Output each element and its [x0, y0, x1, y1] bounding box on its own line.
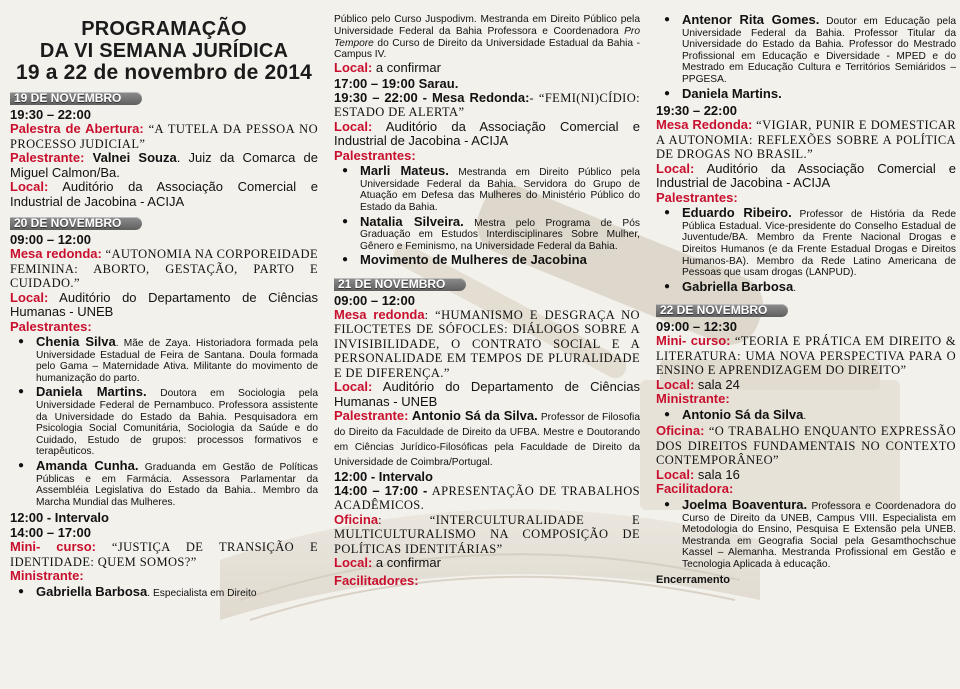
round-local-21: [334, 380, 640, 409]
list-item: [334, 254, 640, 268]
time-20-afternoon: 14:00 – 17:00: [10, 525, 91, 541]
column-3: [646, 0, 960, 689]
local-label: Local:: [10, 289, 49, 305]
opening-local: [10, 180, 318, 209]
minister-name: Antonio Sá da Silva: [682, 406, 804, 422]
round-label: Mesa Redonda:: [656, 117, 753, 133]
list-item: [334, 213, 640, 253]
mini-course-22: [656, 334, 956, 378]
local-label: Local:: [334, 60, 373, 76]
sarau-time: 17:00 – 19:00 Sarau.: [334, 75, 459, 91]
minister-bio: .: [803, 410, 807, 422]
course-label: Mini- curso:: [10, 539, 97, 555]
course-title: “TEORIA E PRÁTICA EM DIREITO & LITERATURA: UMA NOVA PERSPECTIVA PARA O ENSINO E APRENDIZAGEM DO DIREITO”: [656, 334, 956, 378]
mini-course-20: [10, 540, 318, 569]
local-text: a confirmar: [372, 60, 441, 76]
speaker-label: Palestrante:: [334, 408, 409, 424]
local-label: Local:: [656, 466, 695, 482]
speaker-name: Antenor Rita Gomes.: [682, 12, 820, 27]
continued-bio: [334, 14, 640, 61]
round-title: - “FEMI(NI)CÍDIO: ESTADO DE ALERTA”: [334, 90, 640, 120]
break-21: 12:00 - Intervalo: [334, 468, 433, 484]
list-item: [10, 583, 318, 600]
speaker-bio: Doutor em Educação pela Universidade Federal da Bahia. Professor Titular da Universidade do Estado da Bahia. Professor do Mestrado Profissional em Educação e Diversidade - MPED e do Mestrado em Educação Cultura e Territórios Semiáridos – PPGESA.: [682, 16, 957, 85]
local-text: sala 16: [694, 466, 740, 482]
presentations-time: 14:00 – 17:00 -: [334, 482, 428, 498]
speaker-bio: . Mãe de Zaya. Historiadora formada pela Universidade Estadual de Feira de Santana. Doula formada pelo Gama – Maternidade Ativa. Militante do movimento de humanização do parto.: [36, 338, 319, 384]
time-21-evening: 19:30 – 22:00: [656, 103, 737, 119]
local-text: Auditório do Departamento de Ciências Humanas - UNEB: [334, 379, 640, 409]
round-local-21-evening: [656, 162, 956, 191]
workshop-22: [656, 424, 956, 468]
page-title: [10, 18, 318, 84]
facilitator-label: Facilitadora:: [656, 481, 734, 497]
local-text: Auditório da Associação Comercial e Industrial de Jacobina - ACIJA: [656, 160, 956, 191]
speaker-desc: . Juiz da Comarca de Miguel Calmon/Ba.: [10, 150, 318, 180]
workshop-label: Oficina: [334, 511, 379, 527]
local-label: Local:: [656, 160, 695, 176]
local-label: Local:: [656, 376, 695, 392]
course-title: “JUSTIÇA DE TRANSIÇÃO E IDENTIDADE: QUEM SOMOS?”: [10, 540, 318, 569]
round-title: “VIGIAR, PUNIR E DOMESTICAR A AUTONOMIA: REFLEXÕES SOBRE A POLÍTICA DE DROGAS NO BRASIL.”: [656, 118, 956, 162]
speakers-label: Palestrantes:: [656, 189, 738, 205]
list-item: [10, 386, 318, 458]
list-item: [656, 496, 956, 571]
speaker-name: Valnei Souza: [92, 150, 177, 165]
closing: Encerramento: [656, 574, 730, 587]
time-21-morning: 09:00 – 12:00: [334, 292, 415, 308]
opening-lecture: [10, 122, 318, 151]
speaker-name: Chenia Silva: [36, 334, 116, 349]
local-label: Local:: [334, 379, 373, 395]
local-text: Auditório do Departamento de Ciências Humanas - UNEB: [10, 289, 318, 319]
list-item: [656, 406, 956, 423]
date-band-21: 21 DE NOVEMBRO: [334, 278, 466, 291]
round-title: : “HUMANISMO E DESGRAÇA NO FILOCTETES DE SÓFOCLES: DIÁLOGOS SOBRE A INVISIBILIDADE, O CONTRATO SOCIAL E A PERSONALIDADE EM TEMPOS DE PLURALIDADE E DE DIFERENÇA.”: [334, 307, 640, 380]
minister-label: Ministrante:: [10, 568, 84, 584]
bio-part-1: Público pelo Curso Juspodivm. Mestranda em Direito Público pela Universidade Federal da Bahia Professora e Coordenadora: [334, 14, 640, 37]
workshop-label: Oficina:: [656, 423, 705, 439]
speaker-name: Movimento de Mulheres de Jacobina: [360, 252, 587, 268]
local-label: Local:: [10, 179, 49, 194]
speaker-name: Daniela Martins.: [682, 85, 782, 101]
speaker-name: Amanda Cunha.: [36, 457, 139, 473]
local-text: a confirmar: [372, 555, 441, 571]
speaker-bio: Mestranda em Direito Público pela Universidade Federal da Bahia. Servidora do Grupo de Atuação em Defesa das Mulheres do Ministério Público do Estado da Bahia.: [360, 167, 640, 213]
speaker-label: Palestrante:: [10, 150, 85, 165]
local-20-course: [334, 61, 640, 76]
speaker-bio: Graduanda em Gestão de Políticas Públicas e em Farmácia. Assessora Parlamentar da Assembléia Legislativa do Estado da Bahia.. Membro da Marcha Mundial das Mulheres.: [36, 461, 318, 508]
facilitator-name: Joelma Boaventura.: [682, 496, 808, 512]
column-2: [324, 0, 644, 689]
speaker-name: Antonio Sá da Silva.: [408, 408, 538, 424]
speaker-name: Marli Mateus.: [360, 163, 449, 179]
workshop-21: [334, 513, 640, 557]
speaker-name: Natalia Silveira.: [360, 213, 464, 229]
round-label: Mesa redonda:: [10, 246, 102, 261]
opening-label: Palestra de Abertura:: [10, 121, 144, 136]
time-19-evening: 19:30 – 22:00: [10, 107, 91, 122]
workshop-title: : “INTERCULTURALIDADE E MULTICULTURALISMO NA COMPOSIÇÃO DE POLÍTICAS IDENTITÁRIAS”: [334, 512, 640, 556]
round-table-20: [10, 247, 318, 291]
list-item: [10, 336, 318, 384]
workshop-title: “O TRABALHO ENQUANTO EXPRESSÃO DOS DIREITOS FUNDAMENTAIS NO CONTEXTO CONTEMPORÂNEO”: [656, 424, 956, 468]
workshop-local-22: [656, 468, 956, 483]
speakers-label: Palestrantes:: [334, 147, 416, 163]
list-item: [656, 14, 956, 86]
speaker-bio: Professor de Filosofia do Direito da Faculdade de Direito da UFBA. Mestre e Doutorando em Ciências Jurídico-Filosóficas pela Faculdade de Direito da Universidade de Coimbra/Portugal.: [334, 412, 640, 468]
date-band-22: 22 DE NOVEMBRO: [656, 304, 788, 317]
time-20-morning: 09:00 – 12:00: [10, 232, 91, 247]
break-20: 12:00 - Intervalo: [10, 510, 109, 526]
minister-label: Ministrante:: [656, 391, 730, 407]
time-22-morning: 09:00 – 12:30: [656, 319, 737, 335]
local-text: Auditório da Associação Comercial e Industrial de Jacobina - ACIJA: [334, 118, 640, 149]
list-item: [10, 457, 318, 508]
presentations-title: APRESENTAÇÃO DE TRABALHOS ACADÊMICOS.: [334, 483, 640, 513]
round-local-20: [10, 291, 318, 320]
local-label: Local:: [334, 555, 373, 571]
speakers-label: Palestrantes:: [10, 318, 92, 334]
opening-speaker: [10, 151, 318, 180]
list-item: [334, 165, 640, 213]
round-table-21: [334, 308, 640, 381]
title-line-2: DA VI SEMANA JURÍDICA: [39, 40, 289, 62]
opening-title: “A TUTELA DA PESSOA NO PROCESSO JUDICIAL”: [10, 122, 319, 151]
speaker-name: Daniela Martins.: [36, 384, 147, 400]
column-1: [0, 0, 322, 689]
list-item: [656, 207, 956, 279]
local-text: Auditório da Associação Comercial e Industrial de Jacobina - ACIJA: [10, 179, 318, 209]
round-table-evening: [334, 91, 640, 120]
bio-part-2: do Curso de Direito da Universidade Estadual da Bahia - Campus IV.: [334, 37, 640, 61]
course-local-22: [656, 378, 956, 393]
round-table-21-evening: [656, 118, 956, 162]
facilitators-label: Facilitadores:: [334, 572, 419, 588]
date-band-19: 19 DE NOVEMBRO: [10, 92, 142, 105]
workshop-local-21: [334, 556, 640, 571]
speaker-bio: Professor de História da Rede Pública Estadual. Vice-presidente do Conselho Estadual de Juventude/BA. Membro da Frente Nacional Drogas e Direitos Humanos (e da Frente Estadual Drogas e Direitos Humanos-BA). Membro da Rede Latino Americana de Pessoas que usam drogas (LANPUD).: [682, 209, 956, 279]
local-label: Local:: [334, 118, 373, 134]
round-title: “AUTONOMIA NA CORPOREIDADE FEMININA: ABORTO, GESTAÇÃO, PARTO E CUIDADO.”: [10, 247, 319, 290]
title-line-1: PROGRAMAÇÃO: [81, 18, 247, 40]
speaker-name: Gabriella Barbosa: [682, 278, 794, 294]
speaker-21: [334, 409, 640, 468]
facilitator-bio: Professora e Coordenadora do Curso de Direito da UNEB, Campus VIII. Especialista em Metodologia do Ensino, Pesquisa E Extensão pela UNEB. Mestranda em Geografia Social pela Gesamthochschue Kassel – Alemanha. Mestranda Profissional em Gestão e Tecnologia Aplicada à educação.: [682, 500, 956, 570]
round-label: Mesa redonda: [334, 306, 425, 322]
date-band-20: 20 DE NOVEMBRO: [10, 217, 142, 230]
round-time: 19:30 – 22:00 - Mesa Redonda:: [334, 89, 530, 105]
minister-bio: . Especialista em Direito: [147, 587, 257, 599]
minister-name: Gabriella Barbosa: [36, 583, 148, 599]
list-item: [656, 85, 956, 102]
speaker-bio: Mestra pelo Programa de Pós Graduação em Estudos Interdisciplinares Sobre Mulher, Gênero e Feminismo, na Universidade Federal da Bahia.: [360, 217, 640, 252]
course-label: Mini- curso:: [656, 333, 731, 349]
list-item: [656, 278, 956, 295]
title-line-3: 19 a 22 de novembro de 2014: [15, 61, 313, 84]
bio-italic: Pro Tempore: [334, 25, 640, 49]
local-text: sala 24: [694, 376, 740, 392]
presentations-21: [334, 484, 640, 513]
speaker-bio: Doutora em Sociologia pela Universidade Federal de Pernambuco. Professora assistente da Universidade do Estado da Bahia. Pesquisadora em Psicologia Social Comunitária, Sociologia da Saúde e do Cuidado, Estudo de grupos: processos formativos e terapêuticos.: [36, 388, 318, 458]
speaker-name: Eduardo Ribeiro.: [682, 205, 792, 221]
speaker-bio: .: [793, 282, 797, 294]
round-local-evening: [334, 120, 640, 149]
